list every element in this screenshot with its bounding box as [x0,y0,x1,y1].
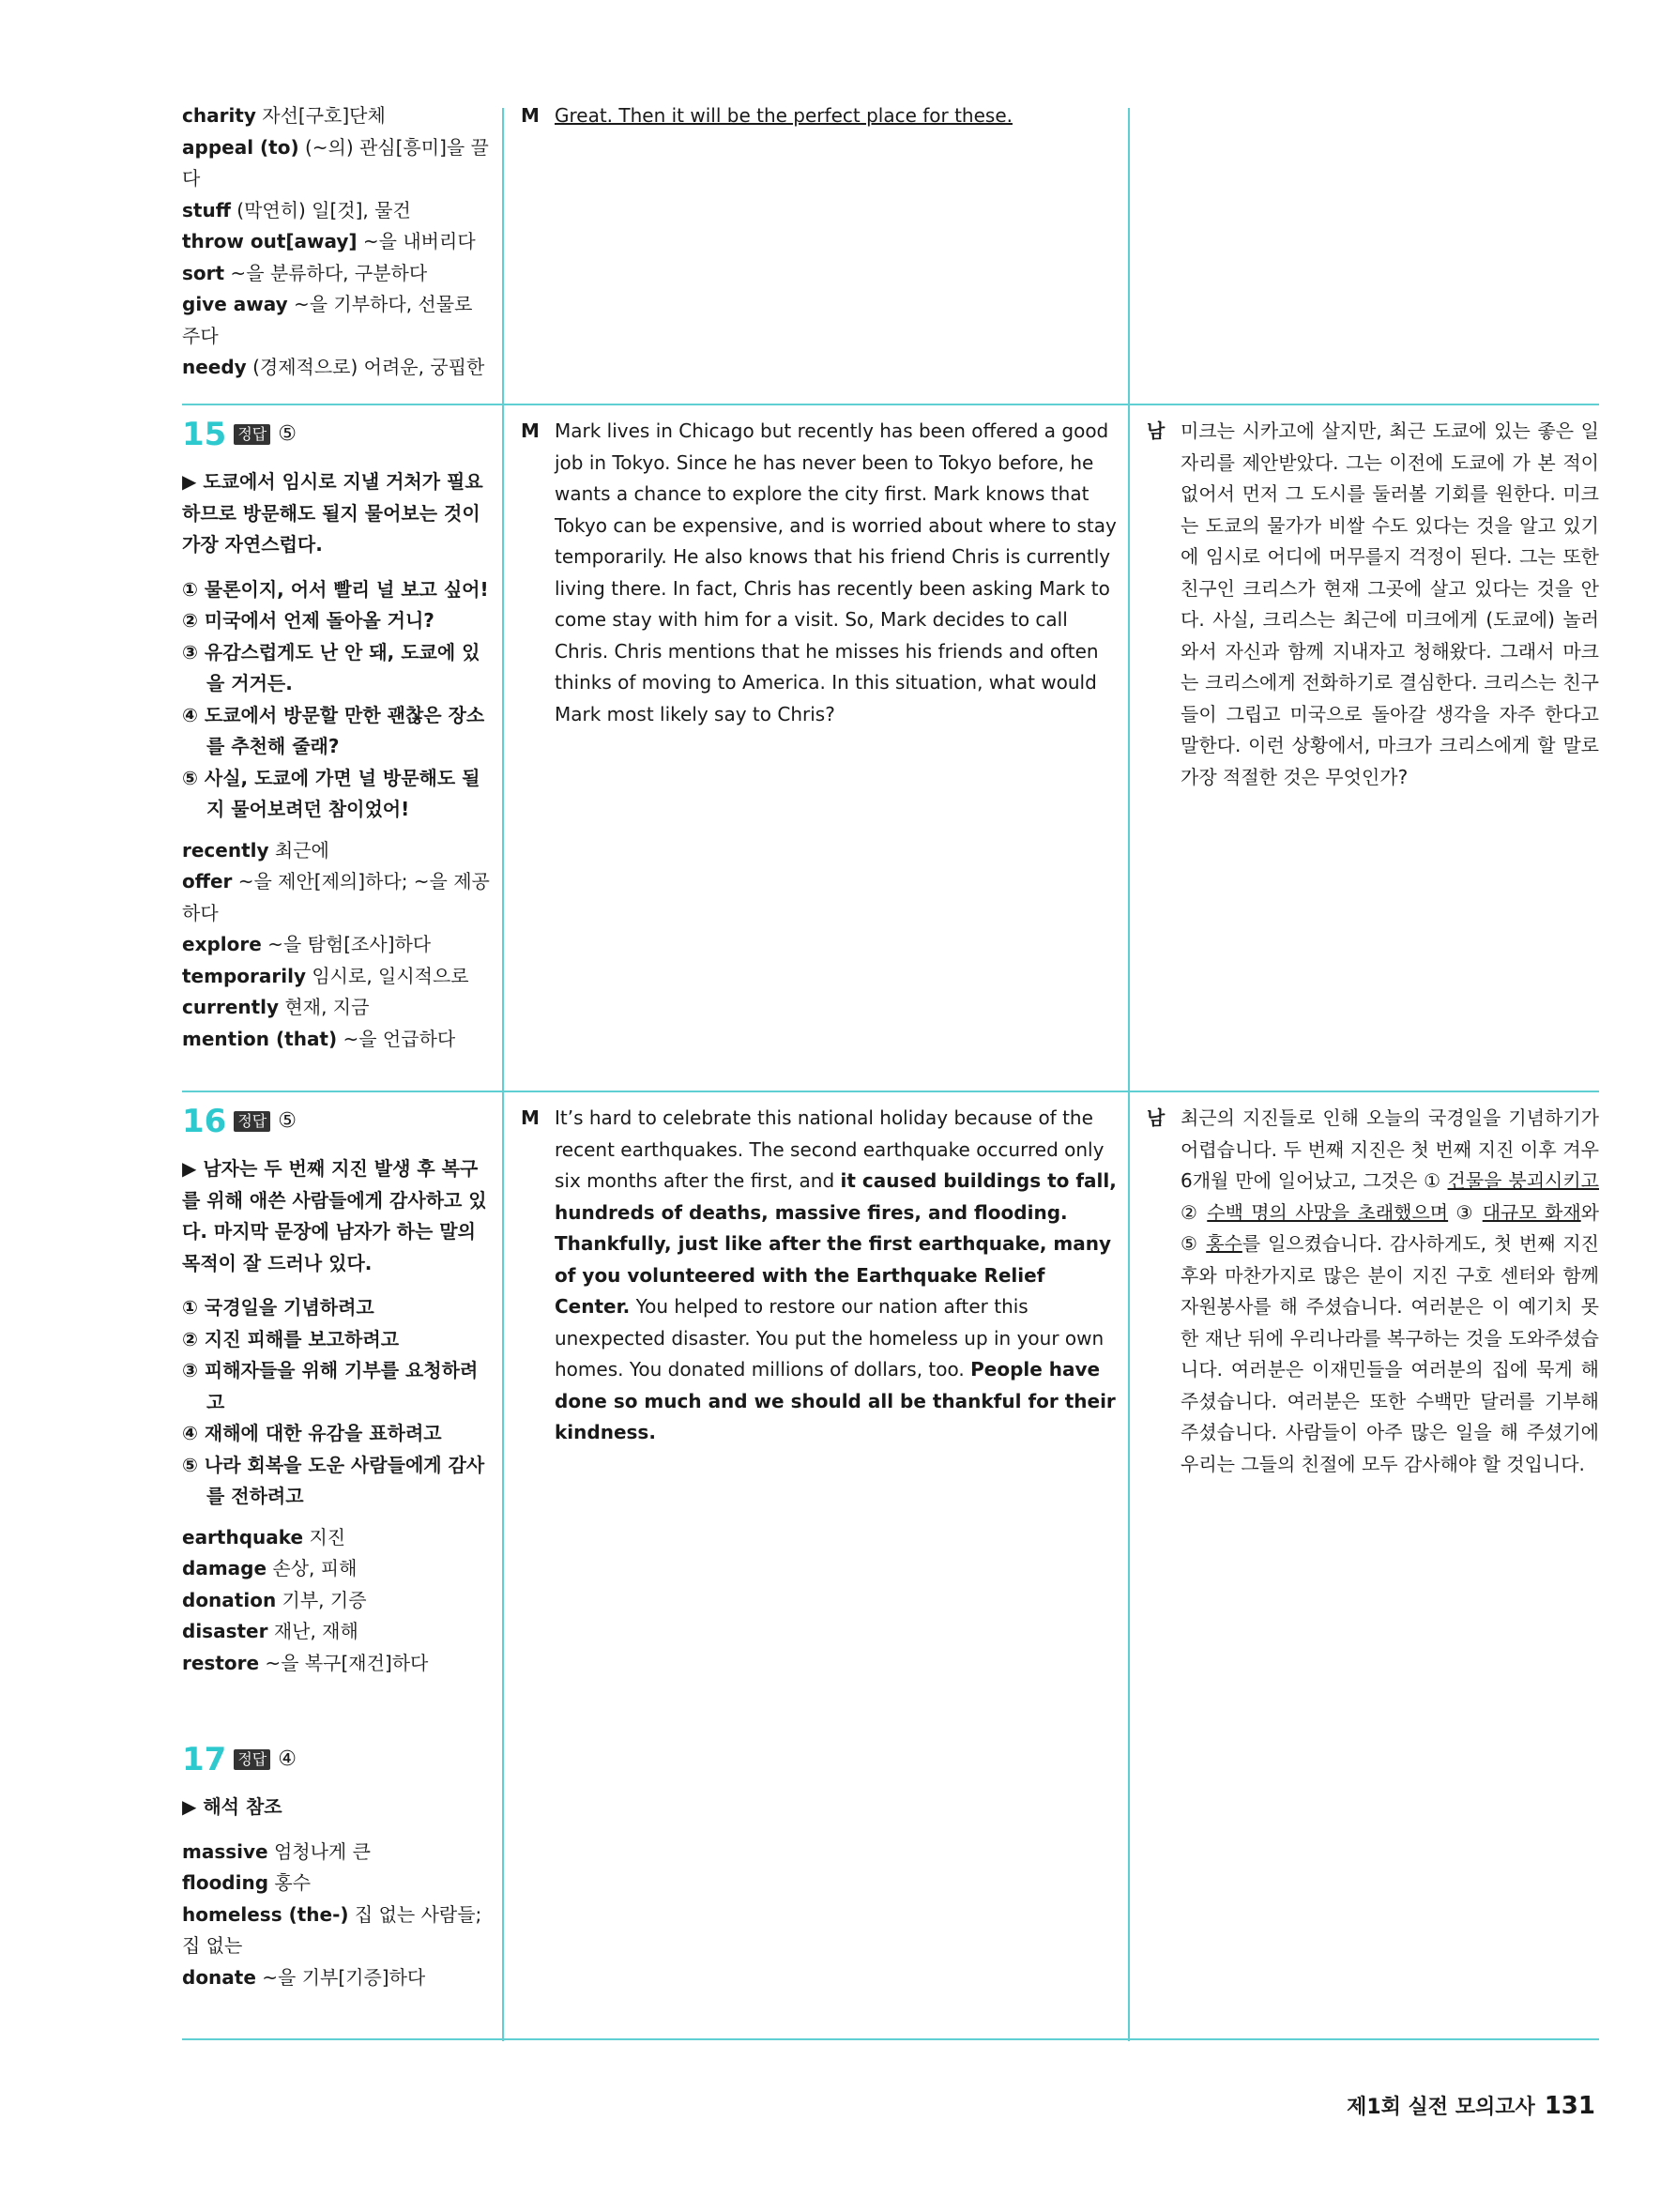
vocab-item: recently 최근에 [182,838,329,862]
speaker-label: 남 [1147,420,1166,442]
vocab-list [182,100,492,384]
question-15-answer [182,416,492,1055]
question-number: 17 [182,1741,227,1778]
vocab-item: give away ~을 기부하다, 선물로 주다 [182,293,473,347]
question-17-answer [182,1741,492,1993]
answer-mark: ⑤ [278,1109,297,1134]
vocab-item: offer ~을 제안[제의]하다; ~을 제공하다 [182,870,490,924]
option: ⑤ 나라 회복을 도운 사람들에게 감사를 전하려고 [182,1453,485,1507]
vocab-list [182,835,492,1056]
vocab-item: explore ~을 탐험[조사]하다 [182,933,432,955]
vocab-item: stuff (막연히) 일[것], 물건 [182,198,411,221]
row-divider [182,2038,1599,2040]
vocab-item: restore ~을 복구[재건]하다 [182,1651,429,1674]
vocab-item: disaster 재난, 재해 [182,1620,358,1642]
option: ④ 도쿄에서 방문할 만한 괜찮은 장소를 추천해 줄래? [182,703,485,757]
vocab-item: earthquake 지진 [182,1525,346,1548]
option: ① 물론이지, 어서 빨리 널 보고 싶어! [182,577,489,601]
question-number: 16 [182,1103,227,1140]
row-divider [182,1091,1599,1092]
explanation: ▶ 도쿄에서 임시로 지낼 거처가 필요하므로 방문해도 될지 물어보는 것이 가장 자연스럽다. [182,470,483,556]
vocab-item: needy (경제적으로) 어려운, 궁핍한 [182,356,485,378]
vocab-list [182,1522,492,1680]
question-16-script [521,1103,1121,1449]
option: ③ 유감스럽게도 난 안 돼, 도쿄에 있을 거거든. [182,640,480,694]
script-text: Great. Then it will be the perfect place for these. [555,104,1013,127]
vocab-item: donation 기부, 기증 [182,1588,367,1611]
vocab-item: mention (that) ~을 언급하다 [182,1027,456,1050]
script-text: It’s hard to celebrate this national holiday because of the recent earthquakes. The second earthquake occurred only six months after the first, and it caused buildings to fall, hundreds of deaths, massive fires, and flooding. Thankfully, just like after the first earthquake, many of you volunteered with the Earthquake Relief Center. You helped to restore our nation after this unexpected disaster. You put the homeless up in your own homes. You donated millions of dollars, too. People have done so much and we should all be thankful for their kindness. [555,1106,1117,1443]
translation-text: 최근의 지진들로 인해 오늘의 국경일을 기념하기가 어렵습니다. 두 번째 지진은 첫 번째 지진 이후 겨우 6개월 만에 일어났고, 그것은 ① 건물을 붕괴시키고 ② 수백 명의 사망을 초래했으며 ③ 대규모 화재와 ⑤ 홍수를 일으켰습니다. 감사하게도, 첫 번째 지진 후와 마찬가지로 많은 분이 지진 구호 센터와 함께 자원봉사를 해 주셨습니다. 여러분은 이 예기치 못한 재난 뒤에 우리나라를 복구하는 것을 도와주셨습니다. 여러분은 이재민들을 여러분의 집에 묵게 해 주셨습니다. 여러분은 또한 수백만 달러를 기부해 주셨습니다. 사람들이 아주 많은 일을 해 주셨기에 우리는 그들의 친절에 모두 감사해야 할 것입니다. [1181,1106,1599,1475]
question-16-translation [1147,1103,1599,1480]
speaker-label: 남 [1147,1106,1166,1129]
row-divider [182,404,1599,405]
vocab-item: homeless (the-) 집 없는 사람들; 집 없는 [182,1902,482,1957]
answer-mark: ④ [278,1747,297,1772]
vocab-item: flooding 홍수 [182,1871,312,1894]
answer-mark: ⑤ [278,422,297,447]
vocab-item: donate ~을 기부[기증]하다 [182,1965,426,1989]
speaker-label: M [521,1106,540,1129]
page-footer [1347,2091,1595,2120]
question-15-translation [1147,416,1599,793]
vocab-item: sort ~을 분류하다, 구분하다 [182,261,428,284]
answer-badge: 정답 [234,1111,270,1132]
speaker-label: M [521,420,540,442]
column-divider [1128,108,1130,2041]
question-16-answer [182,1103,492,1993]
script-line [521,100,1121,132]
vocab-list [182,1837,492,1994]
page-number: 131 [1544,2092,1595,2120]
speaker-label: M [521,104,540,127]
translation-text: 미크는 시카고에 살지만, 최근 도쿄에 있는 좋은 일자리를 제안받았다. 그는 이전에 도쿄에 가 본 적이 없어서 먼저 그 도시를 둘러볼 기회를 원한다. 미크는 도쿄의 물가가 비쌀 수도 있다는 것을 알고 있기에 임시로 어디에 머무를지 걱정이 된다. 그는 또한 친구인 크리스가 현재 그곳에 살고 있다는 것을 안다. 사실, 크리스는 최근에 미크에게 (도쿄에) 놀러 와서 자신과 함께 지내자고 청해왔다. 그래서 마크는 크리스에게 전화하기로 결심한다. 크리스는 친구들이 그립고 미국으로 돌아갈 생각을 자주 한다고 말한다. 이런 상황에서, 마크가 크리스에게 할 말로 가장 적절한 것은 무엇인가? [1181,420,1599,788]
option: ③ 피해자들을 위해 기부를 요청하려고 [182,1359,479,1413]
question-number: 15 [182,416,227,453]
question-15-script [521,416,1121,730]
vocab-item: appeal (to) (~의) 관심[흥미]을 끌다 [182,135,489,190]
explanation: ▶ 남자는 두 번째 지진 발생 후 복구를 위해 애쓴 사람들에게 감사하고 있다. 마지막 문장에 남자가 하는 말의 목적이 잘 드러나 있다. [182,1157,487,1274]
explanation: ▶ 해석 참조 [182,1795,282,1818]
vocab-item: throw out[away] ~을 내버리다 [182,230,476,252]
column-divider [502,108,504,2041]
option: ② 미국에서 언제 돌아올 거니? [182,609,434,632]
option: ⑤ 사실, 도쿄에 가면 널 방문해도 될지 물어보려던 참이었어! [182,766,480,820]
option: ④ 재해에 대한 유감을 표하려고 [182,1422,442,1444]
vocab-item: currently 현재, 지금 [182,996,370,1018]
vocab-item: damage 손상, 피해 [182,1557,358,1579]
answer-badge: 정답 [234,1749,270,1770]
vocab-item: massive 엄청나게 큰 [182,1839,371,1863]
answer-badge: 정답 [234,424,270,445]
vocab-item: temporarily 임시로, 일시적으로 [182,964,469,987]
script-text: Mark lives in Chicago but recently has been offered a good job in Tokyo. Since he has never been to Tokyo before, he wants a chance to explore the city first. Mark knows that Tokyo can be expensive, and is worried about where to stay temporarily. He also knows that his friend Chris is currently living there. In fact, Chris has recently been asking Mark to come stay with him for a visit. So, Mark decides to call Chris. Chris mentions that he misses his friends and often thinks of moving to America. In this situation, what would Mark most likely say to Chris? [555,420,1117,725]
footer-title: 제1회 실전 모의고사 [1347,2096,1535,2119]
option: ① 국경일을 기념하려고 [182,1296,374,1319]
vocab-item: charity 자선[구호]단체 [182,104,386,127]
option: ② 지진 피해를 보고하려고 [182,1327,400,1350]
